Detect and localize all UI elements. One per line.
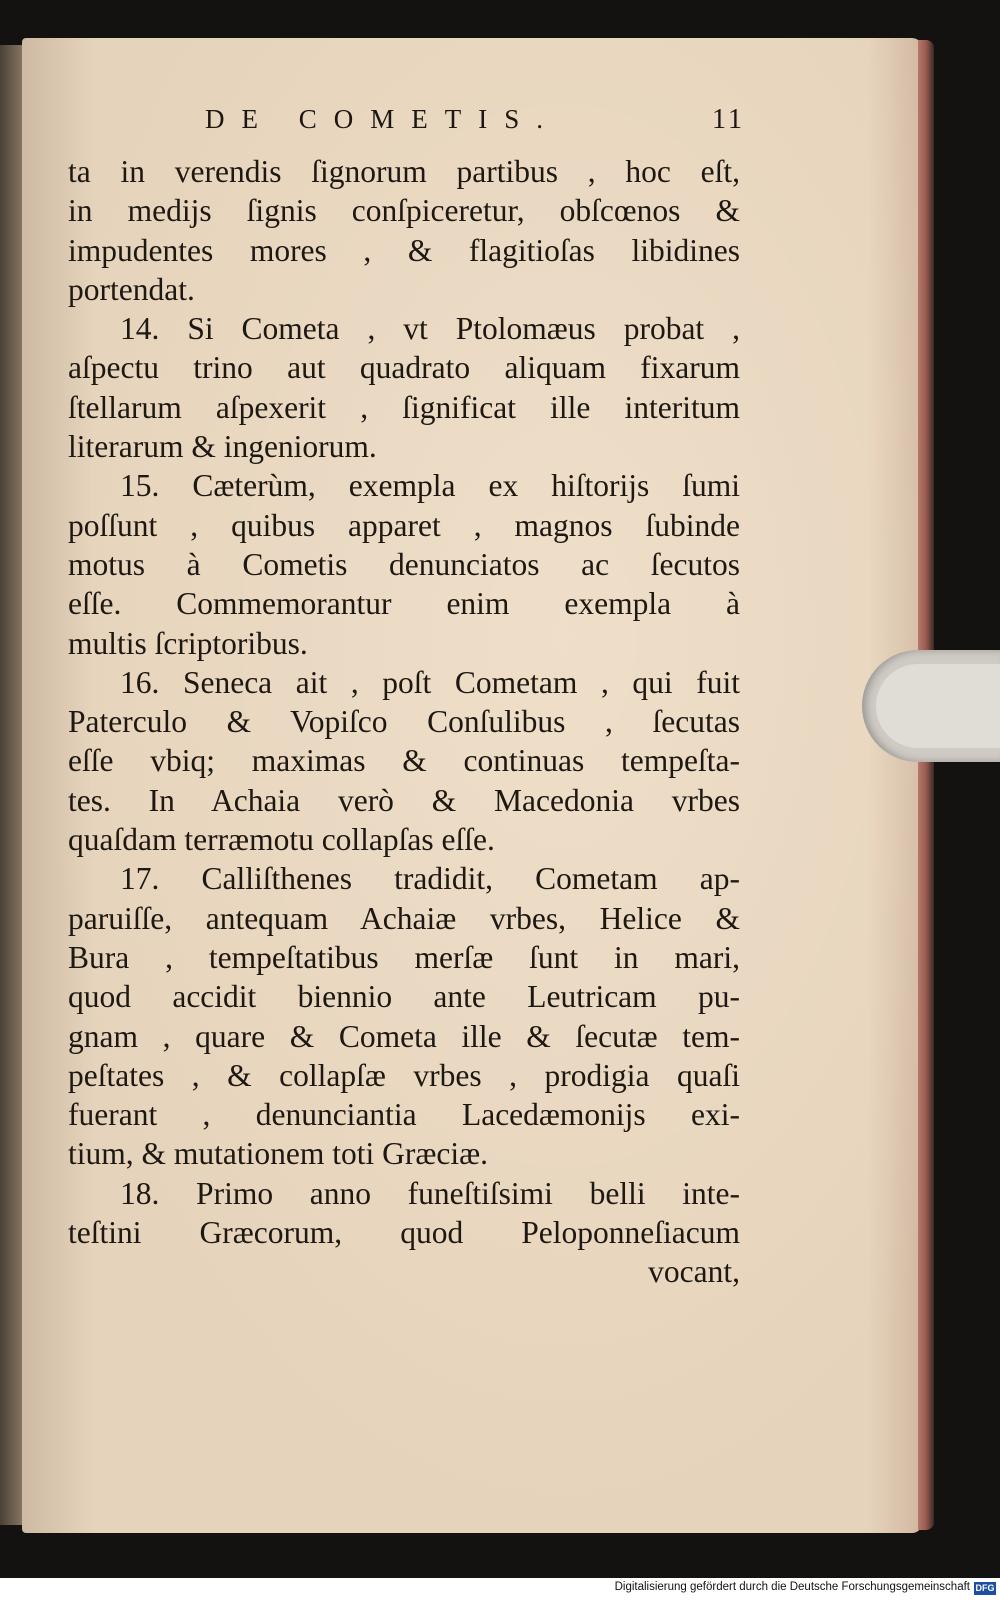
text-line: Bura , tempeſtatibus merſæ ſunt in mari, [68,939,740,975]
text-line: 18. Primo anno funeſtiſsimi belli inte- [120,1175,740,1211]
text-line: portendat. [68,271,195,307]
text-line: multis ſcriptoribus. [68,625,308,661]
text-line: Paterculo & Vopiſco Conſulibus , ſecutas [68,704,740,740]
text-line: 16. Seneca ait , poſt Cometam , qui fuit [120,664,740,700]
footer-bar [0,1578,1000,1601]
page-edge [918,40,934,1530]
text-line: aſpectu trino aut quadrato aliquam fixarum [68,350,740,386]
text-line: in medijs ſignis conſpiceretur, obſcœnos & [68,193,740,229]
text-line: 17. Calliſthenes tradidit, Cometam ap- [120,861,740,897]
text-line: eſſe. Commemorantur enim exempla à [68,586,740,622]
catchword: vocant, [648,1254,740,1290]
text-line: ſtellarum aſpexerit , ſignificat ille interitum [68,389,740,425]
text-line: quaſdam terræmotu collapſas eſſe. [68,822,495,858]
text-line: quod accidit biennio ante Leutricam pu- [68,979,740,1015]
page-header [205,104,745,144]
text-line: impudentes mores , & flagitioſas libidines [68,232,740,268]
text-line: paruiſſe, antequam Achaiæ vrbes, Helice & [68,900,740,936]
text-line: 14. Si Cometa , vt Ptolomæus probat , [120,311,740,347]
text-line: literarum & ingeniorum. [68,429,377,465]
text-line: tium, & mutationem toti Græciæ. [68,1136,488,1172]
funding-credit: Digitalisierung gefördert durch die Deutsche Forschungsgemeinschaft [614,1581,970,1593]
running-head: DE COMETIS. [205,104,560,134]
text-line: ta in verendis ſignorum partibus , hoc eſt, [68,154,740,189]
page-number: 11 [712,104,745,135]
text-line: peſtates , & collapſæ vrbes , prodigia quaſi [68,1057,740,1093]
text-line: gnam , quare & Cometa ille & ſecutæ tem- [68,1018,740,1054]
text-line: motus à Cometis denunciatos ac ſecutos [68,546,740,582]
body-text [68,152,740,1292]
dfg-logo-icon: DFG [975,1583,995,1593]
text-line: 15. Cæterùm, exempla ex hiſtorijs ſumi [120,468,740,504]
page-clip-inner [876,664,1000,748]
text-line: eſſe vbiq; maximas & continuas tempeſta- [68,743,740,779]
text-line: poſſunt , quibus apparet , magnos ſubinde [68,507,740,543]
text-line: fuerant , denunciantia Lacedæmonijs exi- [68,1097,740,1133]
text-line: teſtini Græcorum, quod Peloponneſiacum [68,1215,740,1251]
text-line: tes. In Achaia verò & Macedonia vrbes [68,782,740,818]
